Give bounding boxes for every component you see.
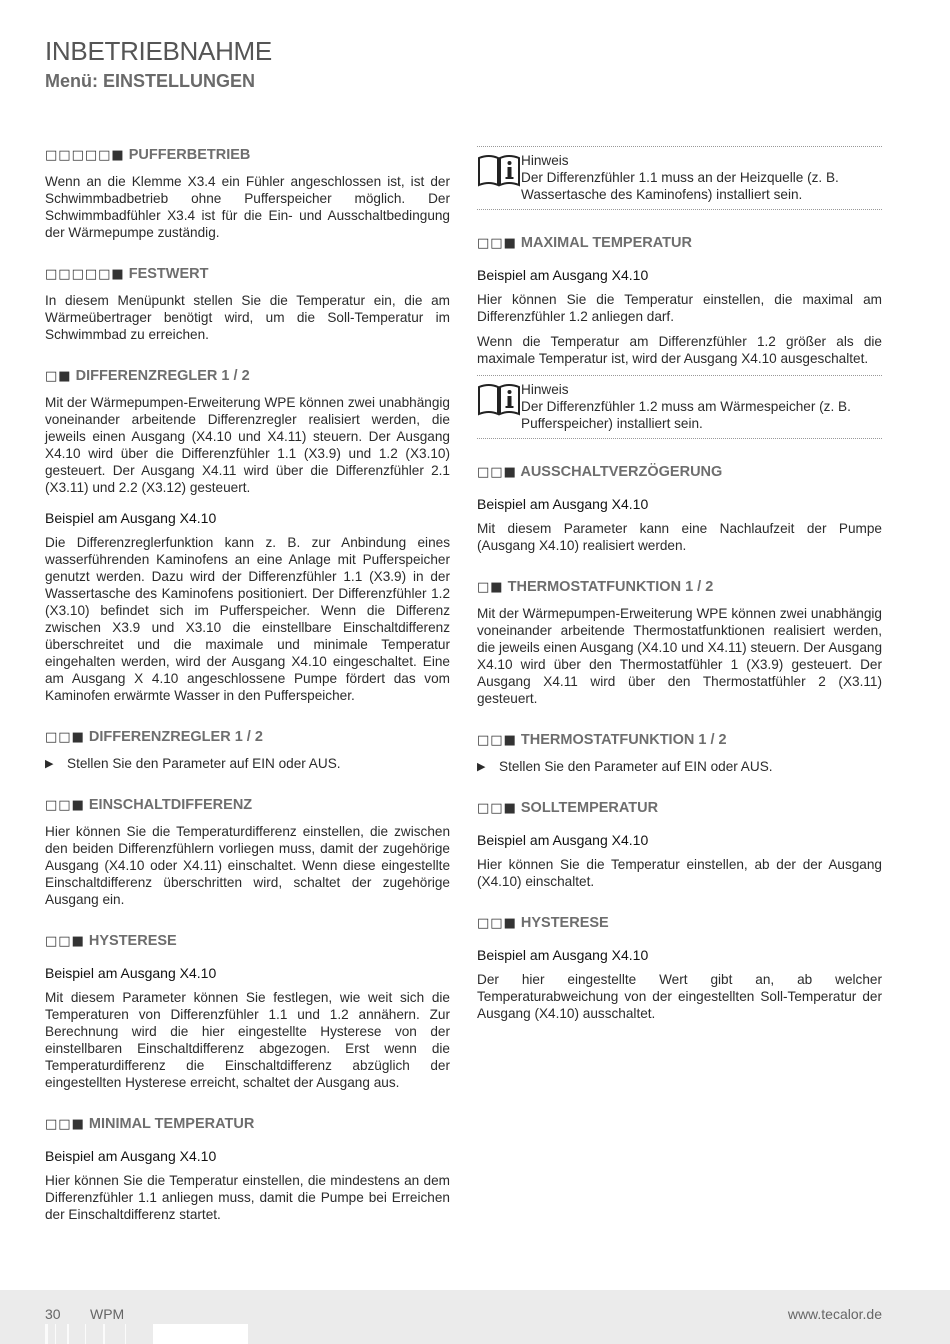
example-heading: Beispiel am Ausgang X4.10 xyxy=(477,267,649,283)
menu-level-icons: □□■ xyxy=(477,916,517,931)
hint-title: Hinweis xyxy=(521,382,569,397)
example-heading: Beispiel am Ausgang X4.10 xyxy=(477,947,649,963)
menu-level-icons: □□■ xyxy=(477,236,517,251)
section-heading-maximal-temperatur: □□■ MAXIMAL TEMPERATUR xyxy=(477,235,692,251)
hint-box xyxy=(477,375,882,439)
example-heading: Beispiel am Ausgang X4.10 xyxy=(45,965,217,981)
example-heading: Beispiel am Ausgang X4.10 xyxy=(477,832,649,848)
menu-level-icons: □□□□□■ xyxy=(45,148,125,163)
hint-text xyxy=(521,152,882,203)
section-heading-thermostatfunktion: □■ THERMOSTATFUNKTION 1 / 2 xyxy=(477,579,714,595)
website-link[interactable]: www.tecalor.de xyxy=(787,1306,882,1322)
section-heading-differenzregler: □■ DIFFERENZREGLER 1 / 2 xyxy=(45,368,250,384)
menu-level-icons: □□■ xyxy=(45,730,85,745)
paragraph: Der hier eingestellte Wert gibt an, ab welcher Temperaturabweichung von der eingestellten Soll-Temperatur der Ausgang (X4.10) ausschaltet. xyxy=(477,972,882,1021)
document-name: WPM xyxy=(90,1306,125,1322)
left-column xyxy=(45,146,450,1231)
page-number: 30 xyxy=(45,1306,61,1322)
paragraph: Hier können Sie die Temperatur einstellen, die mindestens an dem Differenzfühler 1.1 anliegen muss, damit die Pumpe bei Erreichen der Einschaltdifferenz startet. xyxy=(45,1173,450,1222)
example-heading: Beispiel am Ausgang X4.10 xyxy=(45,510,217,526)
hint-text xyxy=(521,381,882,432)
paragraph: Mit der Wärmepumpen-Erweiterung WPE können zwei unabhängig voneinander arbeitende Differenzregler realisiert werden, die jeweils einen Ausgang (X4.10 und X4.11) steuern. Der Ausgang X4.10 wird über die Differenzfühler 1.1 (X3.9) und 1.2 (X3.10) gesteuert. Der Ausgang X4.11 wird über die Differenzfühler 2.1 (X3.11) und 2.2 (X3.12) gesteuert. xyxy=(45,395,450,495)
menu-level-icons: □■ xyxy=(45,369,72,384)
section-heading-einschaltdifferenz: □□■ EINSCHALTDIFFERENZ xyxy=(45,797,253,813)
section-heading-hysterese: □□■ HYSTERESE xyxy=(45,933,177,949)
menu-level-icons: □□■ xyxy=(477,465,517,480)
manual-info-icon xyxy=(477,381,521,417)
menu-level-icons: □□■ xyxy=(477,733,517,748)
section-heading-hysterese-right: □□■ HYSTERESE xyxy=(477,915,609,931)
triangle-right-icon: ▶ xyxy=(477,760,486,773)
footer-decoration xyxy=(45,1324,255,1344)
paragraph: Die Differenzreglerfunktion kann z. B. zur Anbindung eines wasserführenden Kaminofens an eine Anlage mit Pufferspeicher genutzt werden. Dazu wird der Differenzfühler 1.1 (X3.9) in der Wassertasche des Kaminofens positioniert. Der Differenzfühler 1.2 (X3.10) befindet sich im Pufferspeicher. Wenn die Differenz zwischen X3.9 und X3.10 die einstellbare Einschaltdifferenz überschreitet und die maximale und minimale Temperatur eingehalten werden, wird der Ausgang X4.10 eingeschaltet. Eine am Ausgang X 4.10 angeschlossene Pumpe fördert das vom Kaminofen erwärmte Wasser in den Pufferspeicher. xyxy=(45,535,450,703)
paragraph: Wenn die Temperatur am Differenzfühler 1.2 größer als die maximale Temperatur ist, wird der Ausgang X4.10 ausgeschaltet. xyxy=(477,334,882,366)
section-heading-festwert: □□□□□■ FESTWERT xyxy=(45,266,209,282)
paragraph: In diesem Menüpunkt stellen Sie die Temperatur ein, die am Wärmeübertrager benötigt wird, um die Soll-Temperatur im Schwimmbad zu erreichen. xyxy=(45,293,450,342)
paragraph: Mit diesem Parameter können Sie festlegen, wie weit sich die Temperaturen von Differenzfühler 1.1 und 1.2 annähern. Zur Berechnung wird die hier eingestellte Hysterese von der einstellbaren Einschaltdifferenz abgezogen. Erst wenn die Temperaturdifferenz die Einschaltdifferenz abzüglich der eingestellten Hysterese erreicht, schaltet der Ausgang aus. xyxy=(45,990,450,1090)
manual-info-icon xyxy=(477,152,521,188)
bullet-item: ▶ Stellen Sie den Parameter auf EIN oder AUS. xyxy=(45,756,341,771)
right-column xyxy=(477,146,882,1030)
hint-body: Der Differenzfühler 1.1 muss an der Heizquelle (z. B. Wassertasche des Kaminofens) installiert sein. xyxy=(521,170,839,202)
menu-level-icons: □□■ xyxy=(45,934,85,949)
section-heading-thermostatfunktion-2: □□■ THERMOSTATFUNKTION 1 / 2 xyxy=(477,732,727,748)
paragraph: Hier können Sie die Temperatur einstellen, die maximal am Differenzfühler 1.2 anliegen darf. xyxy=(477,292,882,324)
hint-body: Der Differenzfühler 1.2 muss am Wärmespeicher (z. B. Pufferspeicher) installiert sein. xyxy=(521,399,851,431)
section-heading-ausschaltverzoegerung: □□■ AUSSCHALTVERZÖGERUNG xyxy=(477,464,723,480)
menu-level-icons: □■ xyxy=(477,580,504,595)
menu-level-icons: □□■ xyxy=(45,798,85,813)
section-heading-pufferbetrieb: □□□□□■ PUFFERBETRIEB xyxy=(45,147,251,163)
example-heading: Beispiel am Ausgang X4.10 xyxy=(45,1148,217,1164)
example-heading: Beispiel am Ausgang X4.10 xyxy=(477,496,649,512)
paragraph: Mit der Wärmepumpen-Erweiterung WPE können zwei unabhängig voneinander arbeitende Thermostatfunktionen realisiert werden, die jeweils einen Ausgang (X4.10 und X4.11) steuern. Der Ausgang X4.10 wird über den Thermostatfühler 1 (X3.9) gesteuert. Der Ausgang X4.11 wird über den Thermostatfühler 2 (X3.11) gesteuert. xyxy=(477,606,882,706)
paragraph: Mit diesem Parameter kann eine Nachlaufzeit der Pumpe (Ausgang X4.10) realisiert werden. xyxy=(477,521,882,553)
hint-title: Hinweis xyxy=(521,153,569,168)
page-subtitle: Menü: EINSTELLUNGEN xyxy=(45,71,255,91)
bullet-item: ▶ Stellen Sie den Parameter auf EIN oder AUS. xyxy=(477,759,773,774)
section-heading-solltemperatur: □□■ SOLLTEMPERATUR xyxy=(477,800,659,816)
page-title: INBETRIEBNAHME xyxy=(45,36,272,66)
section-heading-minimal-temperatur: □□■ MINIMAL TEMPERATUR xyxy=(45,1116,255,1132)
menu-level-icons: □□□□□■ xyxy=(45,267,125,282)
triangle-right-icon: ▶ xyxy=(45,757,54,770)
paragraph: Wenn an die Klemme X3.4 ein Fühler angeschlossen ist, ist der Schwimmbadbetrieb ohne Pufferspeicher möglich. Der Schwimmbadfühler X3.4 ist für die Ein- und Ausschaltbedingung der Wärmepumpe zuständig. xyxy=(45,174,450,240)
section-heading-differenzregler-2: □□■ DIFFERENZREGLER 1 / 2 xyxy=(45,729,263,745)
menu-level-icons: □□■ xyxy=(477,801,517,816)
paragraph: Hier können Sie die Temperaturdifferenz einstellen, die zwischen den beiden Differenzfühlern vorliegen muss, damit der zugehörige Ausgang (X4.10 oder X4.11) einschaltet. Wenn diese eingestellte Einschaltdifferenz überschritten wird, schaltet der zugehörige Ausgang ein. xyxy=(45,824,450,907)
paragraph: Hier können Sie die Temperatur einstellen, ab der der Ausgang (X4.10) einschaltet. xyxy=(477,857,882,889)
menu-level-icons: □□■ xyxy=(45,1117,85,1132)
hint-box xyxy=(477,146,882,210)
